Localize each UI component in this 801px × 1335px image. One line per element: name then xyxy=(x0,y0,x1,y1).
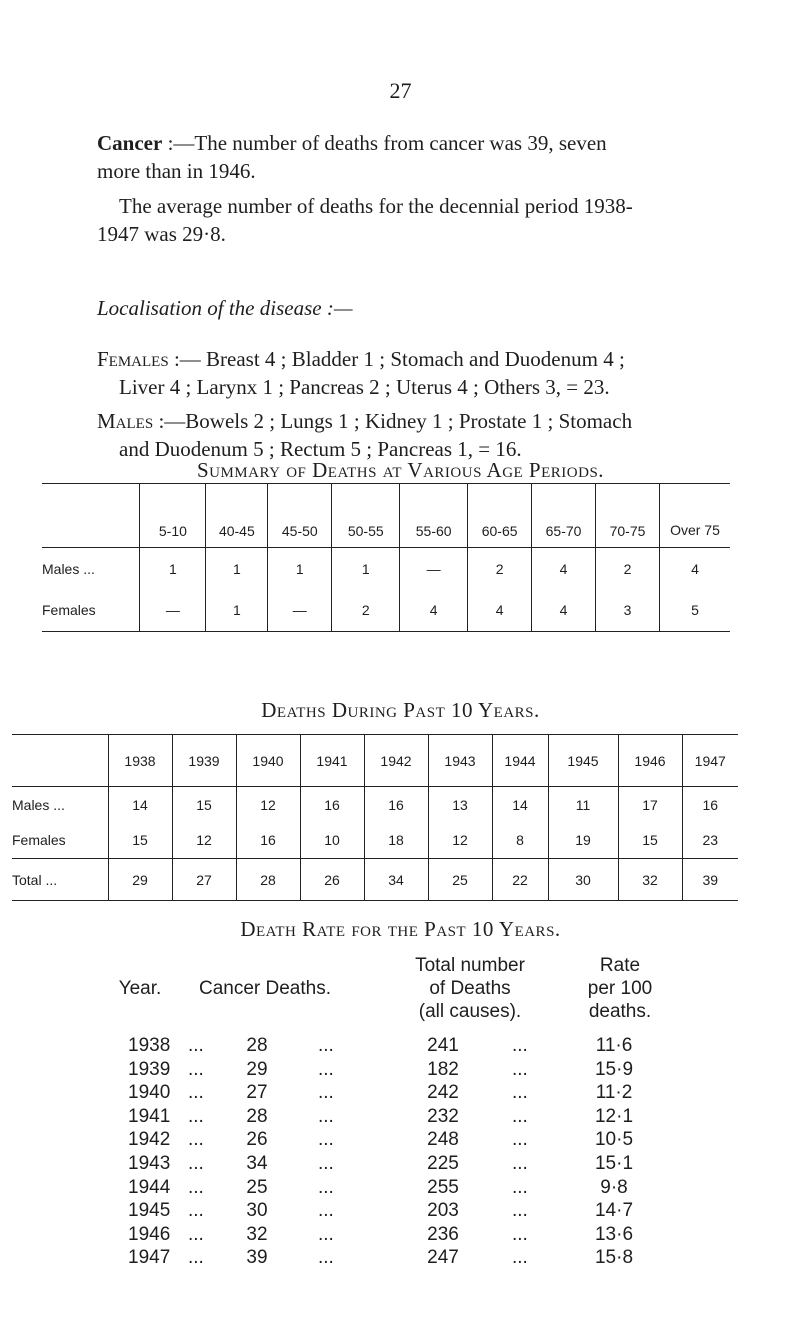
rate-per-100: 14·7 xyxy=(594,1200,634,1222)
leader-dots: ... xyxy=(188,1176,204,1198)
cell: 39 xyxy=(682,859,738,901)
cell: 16 xyxy=(236,823,300,859)
rate-header-year: Year. xyxy=(118,978,162,999)
cell: 2 xyxy=(468,548,532,590)
cell: 2 xyxy=(596,548,660,590)
rate-cancer-deaths: 27 xyxy=(246,1082,268,1104)
age-col-header: 60-65 xyxy=(468,484,532,548)
cell: 4 xyxy=(659,548,730,590)
cell: 15 xyxy=(618,823,682,859)
leader-dots: ... xyxy=(318,1223,334,1245)
females-line-2: Liver 4 ; Larynx 1 ; Pancreas 2 ; Uterus 4 ; Others 3, = 23. xyxy=(119,375,610,399)
leader-dots: ... xyxy=(318,1129,334,1151)
rate-header-rate-line3: deaths. xyxy=(588,1001,652,1022)
cell: 15 xyxy=(172,787,236,823)
rate-total-deaths: 182 xyxy=(427,1058,459,1080)
year-col-header: 1938 xyxy=(108,735,172,787)
rate-year: 1941 xyxy=(128,1105,171,1127)
rate-year: 1943 xyxy=(128,1153,171,1174)
females-paragraph xyxy=(97,345,717,401)
summary-heading: Summary of Deaths at Various Age Periods. xyxy=(196,458,605,482)
rate-per-100: 15·8 xyxy=(594,1247,634,1269)
cell: 14 xyxy=(492,787,548,823)
table-row xyxy=(42,548,730,590)
leader-dots: ... xyxy=(318,1105,334,1127)
rate-total-deaths: 255 xyxy=(427,1176,459,1198)
rate-per-100: 10·5 xyxy=(594,1129,634,1151)
cell: 15 xyxy=(108,823,172,859)
rate-year: 1944 xyxy=(128,1176,171,1198)
rate-per-100: 15·1 xyxy=(594,1153,634,1174)
row-label: Females xyxy=(42,602,96,619)
rate-cancer-deaths: 29 xyxy=(246,1058,268,1080)
males-line-2: and Duodenum 5 ; Rectum 5 ; Pancreas 1, = 16. xyxy=(119,437,522,461)
age-col-header: 50-55 xyxy=(332,484,400,548)
rate-year: 1946 xyxy=(128,1223,171,1245)
rate-header-cancer: Cancer Deaths. xyxy=(198,978,331,999)
rate-cancer-deaths: 30 xyxy=(246,1200,268,1222)
row-label: Males ... xyxy=(42,560,95,577)
cell: 1 xyxy=(332,548,400,590)
leader-dots: ... xyxy=(188,1223,204,1245)
table-row xyxy=(0,1059,801,1083)
table-row xyxy=(0,1153,801,1177)
cell: 1 xyxy=(206,548,268,590)
rate-year: 1947 xyxy=(128,1247,171,1269)
table-row xyxy=(12,787,738,823)
leader-dots: ... xyxy=(318,1247,334,1269)
cell: — xyxy=(140,590,206,632)
leader-dots: ... xyxy=(512,1035,528,1056)
rate-total-deaths: 225 xyxy=(427,1153,459,1174)
rate-cancer-deaths: 25 xyxy=(246,1176,268,1198)
cell: 4 xyxy=(532,590,596,632)
cell: 12 xyxy=(172,823,236,859)
rate-total-deaths: 248 xyxy=(427,1129,459,1151)
age-header-blank xyxy=(42,484,140,548)
males-label: Males xyxy=(97,409,154,433)
age-col-header: 70-75 xyxy=(596,484,660,548)
rate-header-rate xyxy=(560,954,680,1023)
cell: 23 xyxy=(682,823,738,859)
age-header-row xyxy=(42,484,730,548)
rate-cancer-deaths: 28 xyxy=(246,1035,268,1056)
leader-dots: ... xyxy=(512,1058,528,1080)
cell: 14 xyxy=(108,787,172,823)
rate-cancer-deaths: 39 xyxy=(246,1247,268,1269)
rate-header-rate-line2: per 100 xyxy=(587,978,653,999)
cancer-line-1: :—The number of deaths from cancer was 39, seven xyxy=(167,131,607,155)
cell: 4 xyxy=(468,590,532,632)
rate-total-deaths: 241 xyxy=(427,1035,459,1056)
rate-header-rate-line1: Rate xyxy=(599,955,641,976)
leader-dots: ... xyxy=(512,1082,528,1104)
males-paragraph xyxy=(97,407,717,463)
leader-dots: ... xyxy=(318,1058,334,1080)
leader-dots: ... xyxy=(512,1176,528,1198)
table-row xyxy=(42,590,730,632)
rate-year: 1938 xyxy=(128,1035,171,1056)
cell: 18 xyxy=(364,823,428,859)
cell: 16 xyxy=(300,787,364,823)
cell: — xyxy=(400,548,468,590)
rate-year: 1939 xyxy=(128,1058,171,1080)
year-col-header: 1943 xyxy=(428,735,492,787)
cell: 25 xyxy=(428,859,492,901)
rate-total-deaths: 236 xyxy=(427,1223,459,1245)
year-col-header: 1945 xyxy=(548,735,618,787)
leader-dots: ... xyxy=(318,1153,334,1174)
decade-header-row xyxy=(12,735,738,787)
rate-year: 1945 xyxy=(128,1200,171,1222)
leader-dots: ... xyxy=(188,1105,204,1127)
females-line-1: :— Breast 4 ; Bladder 1 ; Stomach and Duodenum 4 ; xyxy=(173,347,625,371)
leader-dots: ... xyxy=(188,1153,204,1174)
cell: 19 xyxy=(548,823,618,859)
rate-per-100: 9·8 xyxy=(600,1176,628,1198)
leader-dots: ... xyxy=(188,1058,204,1080)
table-row xyxy=(0,1200,801,1224)
leader-dots: ... xyxy=(512,1129,528,1151)
age-col-header-over-75: Over 75 xyxy=(659,484,730,548)
rate-cancer-deaths: 26 xyxy=(246,1129,268,1151)
age-col-header: 45-50 xyxy=(268,484,332,548)
year-col-header: 1947 xyxy=(682,735,738,787)
cell: 16 xyxy=(682,787,738,823)
leader-dots: ... xyxy=(512,1153,528,1174)
cell: 8 xyxy=(492,823,548,859)
row-label: Females xyxy=(12,832,66,849)
cell: 13 xyxy=(428,787,492,823)
rate-header-total-line1: Total number xyxy=(415,955,525,976)
cancer-paragraph xyxy=(97,129,717,185)
leader-dots: ... xyxy=(188,1247,204,1269)
row-label: Males ... xyxy=(12,796,65,813)
cell: 12 xyxy=(428,823,492,859)
year-col-header: 1944 xyxy=(492,735,548,787)
decade-deaths-table xyxy=(12,734,738,901)
leader-dots: ... xyxy=(188,1129,204,1151)
cell: 11 xyxy=(548,787,618,823)
leader-dots: ... xyxy=(318,1035,334,1056)
cell: 29 xyxy=(108,859,172,901)
rate-year: 1940 xyxy=(128,1082,171,1104)
year-col-header: 1946 xyxy=(618,735,682,787)
table-row xyxy=(0,1106,801,1130)
males-line-1: :—Bowels 2 ; Lungs 1 ; Kidney 1 ; Prostate 1 ; Stomach xyxy=(158,409,633,433)
rate-header-total-line2: of Deaths xyxy=(429,978,511,999)
year-col-header: 1940 xyxy=(236,735,300,787)
cell: 3 xyxy=(596,590,660,632)
table-row xyxy=(0,1035,801,1059)
age-periods-table xyxy=(42,483,730,632)
localisation-heading: Localisation of the disease :— xyxy=(97,296,353,320)
table-row xyxy=(0,1082,801,1106)
leader-dots: ... xyxy=(188,1035,204,1056)
table-row xyxy=(12,859,738,901)
rate-per-100: 11·6 xyxy=(595,1035,633,1056)
cell: 34 xyxy=(364,859,428,901)
rate-cancer-deaths: 34 xyxy=(246,1153,268,1174)
cell: 16 xyxy=(364,787,428,823)
cell: 1 xyxy=(140,548,206,590)
rate-header-total-line3: (all causes). xyxy=(418,1001,522,1022)
rate-per-100: 13·6 xyxy=(594,1223,634,1245)
year-col-header: 1939 xyxy=(172,735,236,787)
leader-dots: ... xyxy=(188,1082,204,1104)
cell: 22 xyxy=(492,859,548,901)
average-line-2: 1947 was 29·8. xyxy=(97,222,226,246)
year-col-header: 1941 xyxy=(300,735,364,787)
cell: 1 xyxy=(206,590,268,632)
leader-dots: ... xyxy=(512,1105,528,1127)
cell: 28 xyxy=(236,859,300,901)
row-label: Total ... xyxy=(12,871,58,888)
age-col-header: 65-70 xyxy=(532,484,596,548)
age-col-header: 55-60 xyxy=(400,484,468,548)
rate-per-100: 15·9 xyxy=(594,1058,634,1080)
cell: — xyxy=(268,590,332,632)
cancer-lead: Cancer xyxy=(97,131,163,155)
leader-dots: ... xyxy=(318,1200,334,1222)
cell: 4 xyxy=(400,590,468,632)
cell: 27 xyxy=(172,859,236,901)
cell: 17 xyxy=(618,787,682,823)
rate-total-deaths: 203 xyxy=(427,1200,459,1222)
leader-dots: ... xyxy=(512,1247,528,1269)
rate-cancer-deaths: 32 xyxy=(246,1223,268,1245)
leader-dots: ... xyxy=(318,1176,334,1198)
table-row xyxy=(0,1177,801,1201)
rate-cancer-deaths: 28 xyxy=(246,1105,268,1127)
rate-total-deaths: 232 xyxy=(427,1105,459,1127)
cell: 10 xyxy=(300,823,364,859)
age-col-header: 40-45 xyxy=(206,484,268,548)
females-label: Females xyxy=(97,347,169,371)
cell: 5 xyxy=(659,590,730,632)
table-row xyxy=(12,823,738,859)
leader-dots: ... xyxy=(318,1082,334,1104)
decade-heading: Deaths During Past 10 Years. xyxy=(261,698,540,722)
rate-per-100: 11·2 xyxy=(595,1082,633,1104)
leader-dots: ... xyxy=(512,1223,528,1245)
cell: 30 xyxy=(548,859,618,901)
rate-total-deaths: 247 xyxy=(427,1247,459,1269)
leader-dots: ... xyxy=(188,1200,204,1222)
cell: 1 xyxy=(268,548,332,590)
table-row xyxy=(0,1224,801,1248)
average-paragraph xyxy=(97,192,717,248)
page-number: 27 xyxy=(389,78,412,103)
rate-header-total xyxy=(380,954,560,1023)
cell: 12 xyxy=(236,787,300,823)
decade-header-blank xyxy=(12,735,108,787)
rate-year: 1942 xyxy=(128,1129,171,1151)
table-row xyxy=(0,1129,801,1153)
rate-heading: Death Rate for the Past 10 Years. xyxy=(240,917,561,941)
cell: 32 xyxy=(618,859,682,901)
rate-total-deaths: 242 xyxy=(427,1082,459,1104)
cancer-line-2: more than in 1946. xyxy=(97,159,256,183)
cell: 4 xyxy=(532,548,596,590)
rate-per-100: 12·1 xyxy=(594,1105,634,1127)
year-col-header: 1942 xyxy=(364,735,428,787)
age-col-header: 5-10 xyxy=(140,484,206,548)
average-line-1: The average number of deaths for the decennial period 1938- xyxy=(119,194,633,218)
leader-dots: ... xyxy=(512,1200,528,1222)
table-row xyxy=(0,1247,801,1271)
cell: 2 xyxy=(332,590,400,632)
cell: 26 xyxy=(300,859,364,901)
